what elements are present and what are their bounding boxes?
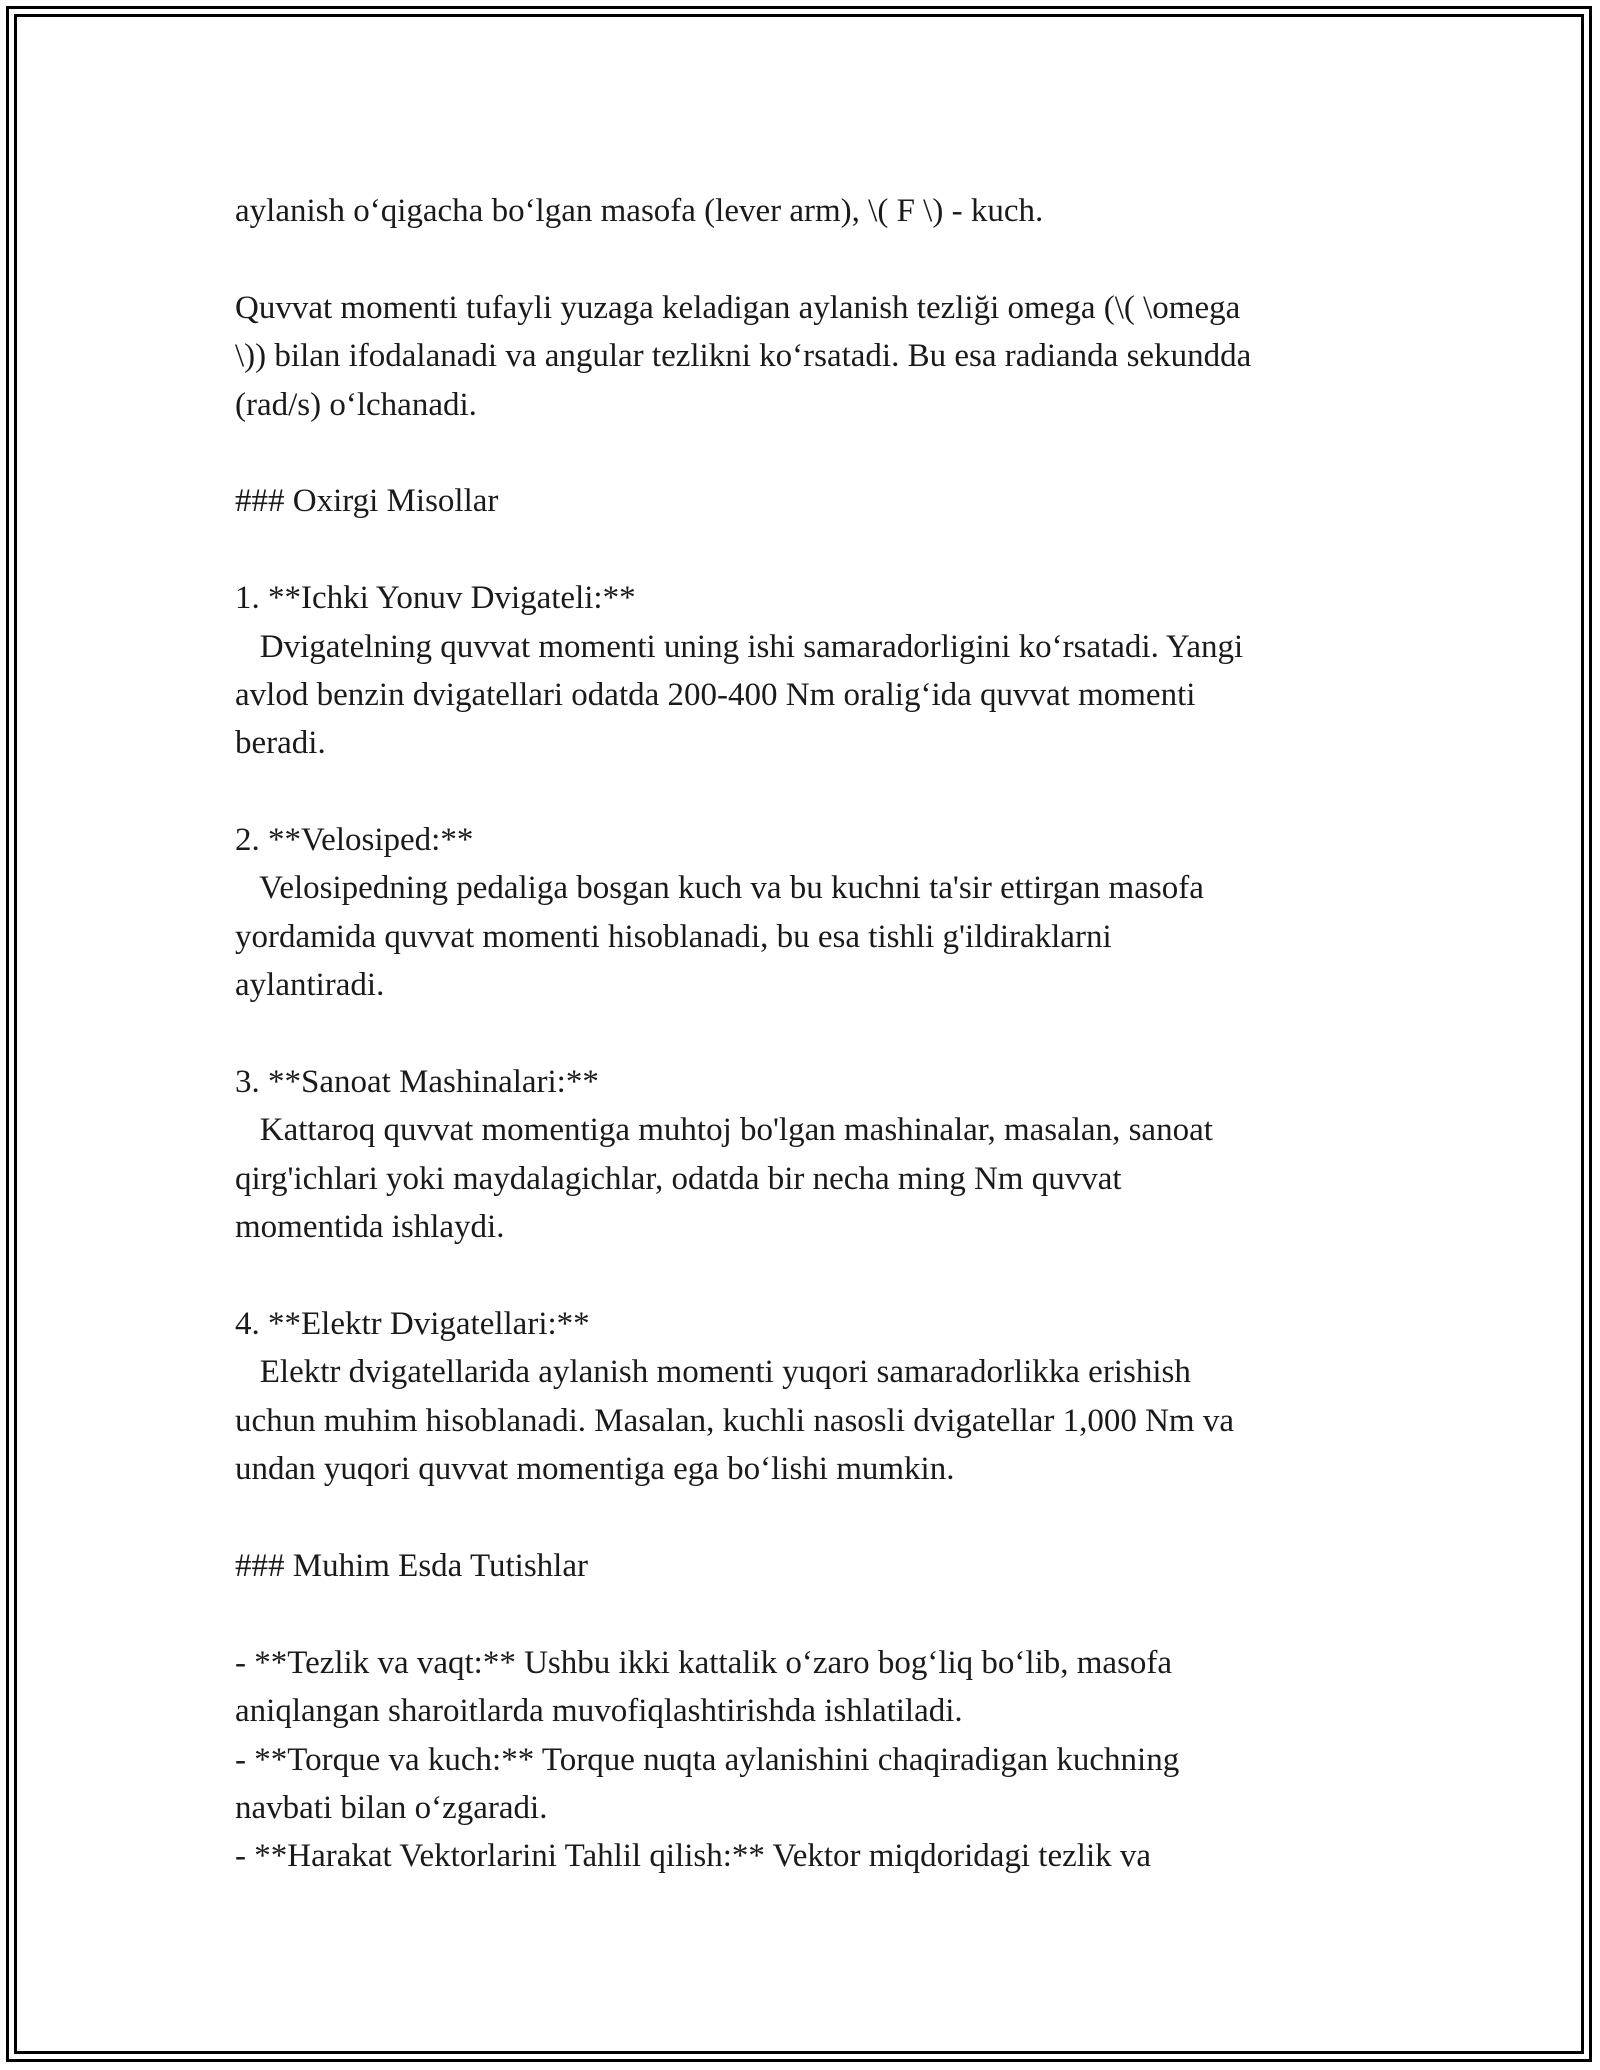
text-line: Velosipedning pedaliga bosgan kuch va bu kuchni ta'sir ettirgan masofa <box>235 870 1204 907</box>
blank-line <box>235 1252 1395 1300</box>
blank-line <box>235 526 1395 574</box>
text-line: Dvigatelning quvvat momenti uning ishi samaradorligini ko‘rsatadi. Yangi <box>235 628 1244 665</box>
text-line: beradi. <box>235 725 326 762</box>
bullet-item: - **Torque va kuch:** Torque nuqta aylanishini chaqiradigan kuchning <box>235 1741 1180 1778</box>
bullet-item: - **Harakat Vektorlarini Tahlil qilish:** Vektor miqdoridagi tezlik va <box>235 1838 1152 1875</box>
text-line: Elektr dvigatellarida aylanish momenti yuqori samaradorlikka erishish <box>235 1354 1191 1391</box>
bullet-item: - **Tezlik va vaqt:** Ushbu ikki kattalik o‘zaro bog‘liq bo‘lib, masofa <box>235 1644 1173 1681</box>
text-line: Kattaroq quvvat momentiga muhtoj bo'lgan mashinalar, masalan, sanoat <box>235 1112 1213 1149</box>
blank-line <box>235 235 1395 283</box>
text-line: aniqlangan sharoitlarda muvofiqlashtirishda ishlatiladi. <box>235 1693 963 1730</box>
text-line: uchun muhim hisoblanadi. Masalan, kuchli nasosli dvigatellar 1,000 Nm va <box>235 1402 1234 1439</box>
section-heading: ### Muhim Esda Tutishlar <box>235 1547 588 1584</box>
text-line: avlod benzin dvigatellari odatda 200-400 Nm oralig‘ida quvvat momenti <box>235 676 1196 713</box>
list-item-title: 4. **Elektr Dvigatellari:** <box>235 1305 590 1342</box>
section-heading: ### Oxirgi Misollar <box>235 483 499 520</box>
blank-line <box>235 768 1395 816</box>
text-line: \)) bilan ifodalanadi va angular tezlikni ko‘rsatadi. Bu esa radianda sekundda <box>235 338 1252 375</box>
text-line: qirg'ichlari yoki maydalagichlar, odatda bir necha ming Nm quvvat <box>235 1160 1122 1197</box>
text-line: momentida ishlaydi. <box>235 1209 505 1246</box>
text-line: yordamida quvvat momenti hisoblanadi, bu esa tishli g'ildiraklarni <box>235 918 1112 955</box>
text-line: (rad/s) o‘lchanadi. <box>235 386 477 423</box>
list-item-title: 1. **Ichki Yonuv Dvigateli:** <box>235 580 636 617</box>
document-body <box>235 187 1395 1881</box>
text-line: aylantiradi. <box>235 967 385 1004</box>
blank-line <box>235 1494 1395 1542</box>
text-line: Quvvat momenti tufayli yuzaga keladigan aylanish tezliği omega (\( \omega <box>235 289 1241 326</box>
text-line: aylanish o‘qigacha bo‘lgan masofa (lever arm), \( F \) - kuch. <box>235 193 1044 229</box>
blank-line <box>235 1010 1395 1058</box>
text-line: undan yuqori quvvat momentiga ega bo‘lishi mumkin. <box>235 1451 955 1488</box>
blank-line <box>235 1590 1395 1638</box>
list-item-title: 3. **Sanoat Mashinalari:** <box>235 1064 599 1101</box>
blank-line <box>235 429 1395 477</box>
list-item-title: 2. **Velosiped:** <box>235 822 474 859</box>
text-line: navbati bilan o‘zgaradi. <box>235 1789 548 1826</box>
